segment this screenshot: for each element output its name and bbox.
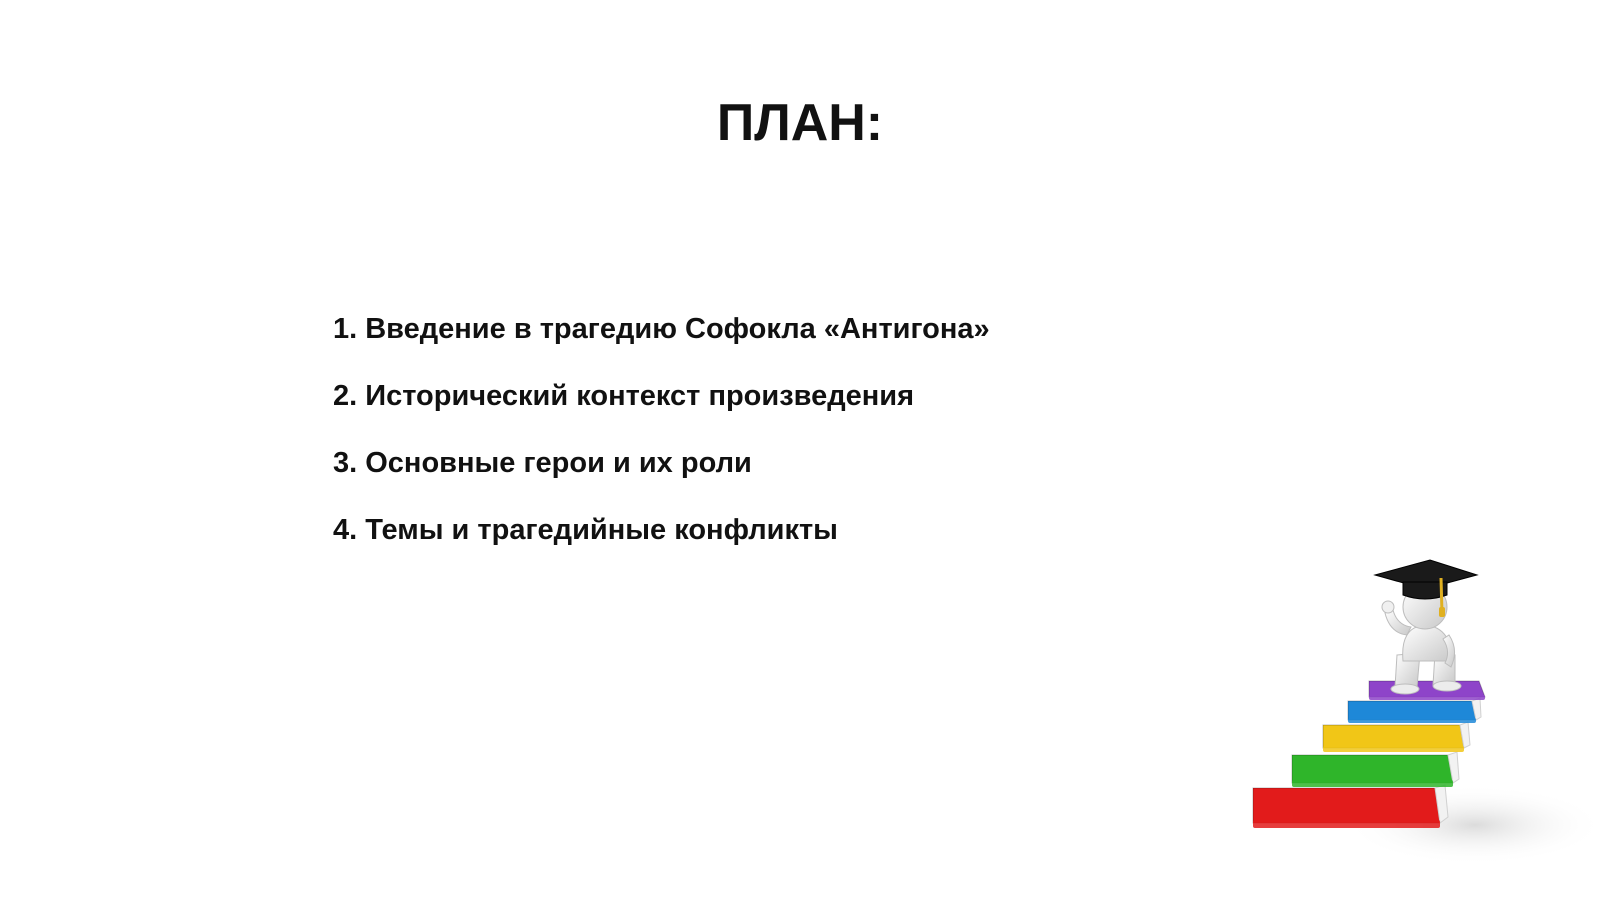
graduate-figure: [1382, 585, 1461, 694]
book-purple: [1369, 681, 1485, 700]
book-red: [1253, 785, 1448, 828]
book-blue: [1348, 698, 1481, 723]
graduate-on-books-icon: [1245, 555, 1600, 875]
plan-item-3: 3. Основные герои и их роли: [333, 447, 752, 479]
plan-list: [333, 312, 990, 580]
book-green: [1292, 752, 1459, 787]
plan-item-2: 2. Исторический контекст произведения: [333, 380, 915, 412]
plan-item-1: 1. Введение в трагедию Софокла «Антигона»: [333, 313, 990, 345]
slide-title: ПЛАН:: [716, 94, 884, 152]
book-yellow: [1323, 722, 1470, 752]
plan-item-4: 4. Темы и трагедийные конфликты: [333, 514, 838, 546]
